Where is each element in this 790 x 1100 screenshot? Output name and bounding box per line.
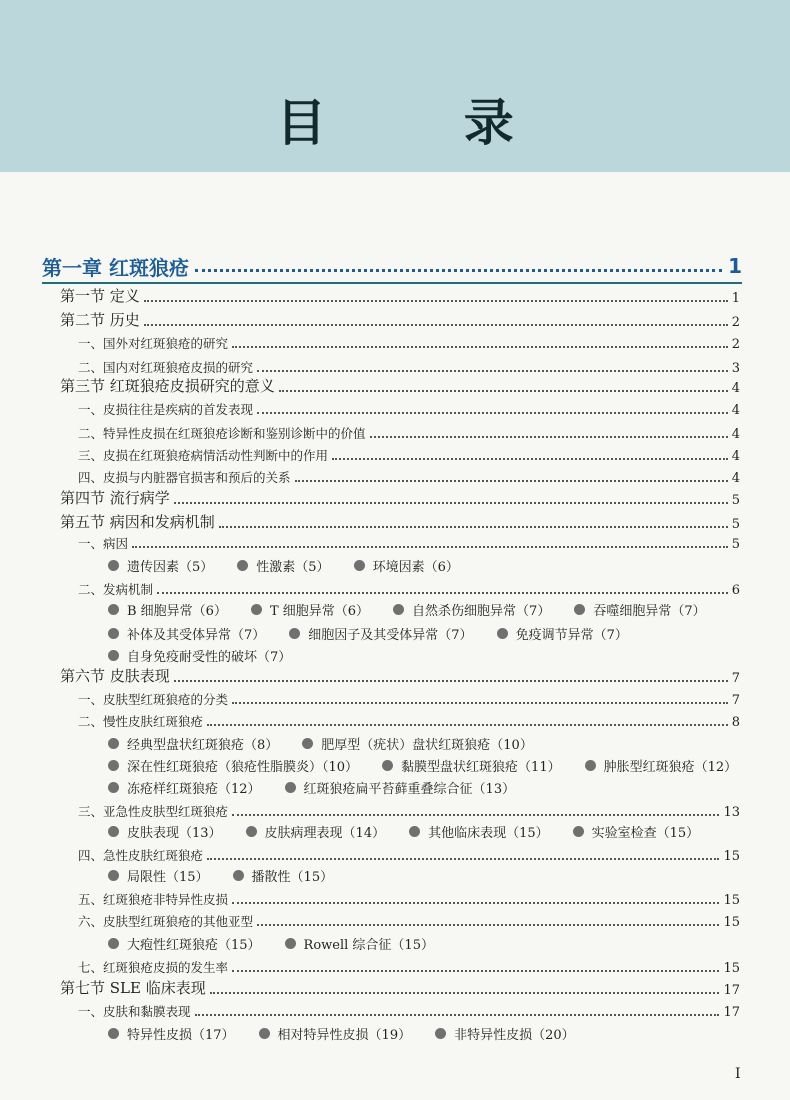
bullet-item[interactable]: [108, 646, 291, 665]
bullet-item[interactable]: [108, 556, 213, 575]
bullet-text: 肥厚型（疣状）盘状红斑狼疮（10）: [321, 738, 533, 753]
toc-entry[interactable]: [78, 356, 740, 376]
entry-label: 一、病因: [78, 536, 129, 551]
bullet-line: [108, 646, 748, 665]
bullet-text: 性激素（5）: [256, 560, 330, 575]
bullet-item[interactable]: [108, 624, 265, 643]
entry-page: 15: [723, 849, 740, 864]
bullet-dot-icon: [108, 782, 119, 793]
bullet-line: [108, 934, 748, 953]
bullet-text: 遗传因素（5）: [127, 560, 214, 575]
chapter-label: 第一章 红斑狼疮: [42, 255, 189, 280]
page-title: 目 录: [276, 94, 574, 152]
bullet-text: 局限性（15）: [127, 870, 209, 885]
bullet-item[interactable]: [246, 822, 386, 841]
bullet-dot-icon: [354, 560, 365, 571]
bullet-line: [108, 734, 748, 753]
toc-entry[interactable]: [78, 532, 740, 552]
bullet-text: 经典型盘状红斑狼疮（8）: [127, 738, 279, 753]
dot-leader: [232, 346, 728, 348]
bullet-item[interactable]: [289, 624, 472, 643]
entry-label: 一、国外对红斑狼疮的研究: [78, 336, 229, 351]
entry-page: 5: [731, 493, 740, 508]
bullet-line: [108, 822, 748, 841]
toc-entry[interactable]: [78, 1000, 740, 1020]
toc-entry[interactable]: [78, 688, 740, 708]
bullet-dot-icon: [108, 560, 119, 571]
toc-entry[interactable]: [60, 666, 740, 686]
entry-label: 三、皮损在红斑狼疮病情活动性判断中的作用: [78, 448, 329, 463]
bullet-dot-icon: [108, 760, 119, 771]
bullet-dot-icon: [108, 1028, 119, 1039]
bullet-item[interactable]: [237, 556, 329, 575]
entry-label: 二、特异性皮损在红斑狼疮诊断和鉴别诊断中的价值: [78, 426, 366, 441]
entry-page: 5: [731, 537, 740, 552]
toc-entry[interactable]: [60, 286, 740, 306]
bullet-line: [108, 756, 748, 775]
toc-entry[interactable]: [78, 844, 740, 864]
toc-entry[interactable]: [78, 398, 740, 418]
bullet-text: 环境因素（6）: [372, 560, 459, 575]
bullet-text: 相对特异性皮损（19）: [277, 1028, 412, 1043]
bullet-item[interactable]: [233, 866, 334, 885]
bullet-text: 补体及其受体异常（7）: [127, 628, 266, 643]
bullet-text: 免疫调节异常（7）: [515, 628, 628, 643]
entry-label: 四、皮损与内脏器官损害和预后的关系: [78, 470, 291, 485]
toc-entry[interactable]: [78, 888, 740, 908]
dot-leader: [144, 324, 728, 326]
dot-leader: [144, 300, 728, 302]
bullet-dot-icon: [108, 738, 119, 749]
dot-leader: [207, 858, 719, 860]
entry-page: 1: [731, 291, 740, 306]
bullet-dot-icon: [108, 870, 119, 881]
dot-leader: [210, 992, 720, 994]
bullet-item[interactable]: [108, 822, 222, 841]
entry-label: 五、红斑狼疮非特异性皮损: [78, 892, 229, 907]
bullet-line: [108, 556, 748, 575]
entry-page: 4: [731, 449, 740, 464]
entry-label: 二、慢性皮肤红斑狼疮: [78, 714, 204, 729]
bullet-item[interactable]: [108, 734, 278, 753]
bullet-item[interactable]: [409, 822, 549, 841]
entry-label: 第三节 红斑狼疮皮损研究的意义: [60, 377, 275, 395]
dot-leader: [174, 502, 728, 504]
bullet-item[interactable]: [354, 556, 459, 575]
dot-leader: [207, 724, 728, 726]
entry-page: 7: [731, 693, 740, 708]
dot-leader: [279, 390, 728, 392]
dot-leader: [232, 814, 719, 816]
entry-page: 13: [723, 805, 740, 820]
entry-page: 4: [731, 471, 740, 486]
title-banner: [0, 0, 790, 172]
bullet-dot-icon: [108, 826, 119, 837]
page-number: I: [735, 1066, 741, 1082]
entry-label: 六、皮肤型红斑狼疮的其他亚型: [78, 914, 254, 929]
entry-label: 一、皮损往往是疾病的首发表现: [78, 402, 254, 417]
dot-leader: [295, 480, 728, 482]
entry-page: 2: [731, 315, 740, 330]
toc-entry[interactable]: [60, 978, 740, 998]
toc-entry[interactable]: [78, 466, 740, 486]
toc-entry[interactable]: [78, 910, 740, 930]
bullet-text: 肿胀型红斑狼疮（12）: [603, 760, 738, 775]
dot-leader: [195, 1014, 720, 1016]
bullet-item[interactable]: [574, 600, 705, 619]
entry-label: 第四节 流行病学: [60, 489, 170, 507]
entry-page: 17: [723, 1005, 740, 1020]
bullet-dot-icon: [585, 760, 596, 771]
bullet-dot-icon: [108, 628, 119, 639]
entry-label: 第二节 历史: [60, 311, 140, 329]
bullet-dot-icon: [393, 604, 404, 615]
toc-entry[interactable]: [78, 710, 740, 730]
toc-entry[interactable]: [78, 422, 740, 442]
bullet-line: [108, 624, 748, 643]
toc-entry[interactable]: [78, 332, 740, 352]
bullet-item[interactable]: [108, 934, 261, 953]
dot-leader: [132, 546, 728, 548]
bullet-text: 特异性皮损（17）: [127, 1028, 235, 1043]
dot-leader: [257, 370, 728, 372]
entry-page: 4: [731, 403, 740, 418]
entry-page: 7: [731, 671, 740, 686]
bullet-line: [108, 1024, 748, 1043]
entry-label: 第六节 皮肤表现: [60, 667, 170, 685]
entry-label: 第一节 定义: [60, 287, 140, 305]
dot-leader: [232, 902, 719, 904]
bullet-dot-icon: [108, 650, 119, 661]
dot-leader: [232, 702, 728, 704]
toc-entry[interactable]: [78, 956, 740, 976]
bullet-dot-icon: [573, 826, 584, 837]
bullet-dot-icon: [108, 604, 119, 615]
entry-page: 15: [723, 915, 740, 930]
entry-label: 一、皮肤和黏膜表现: [78, 1004, 191, 1019]
toc-chapter-1[interactable]: [42, 250, 742, 284]
dot-leader: [332, 458, 728, 460]
dot-leader: [219, 526, 728, 528]
bullet-dot-icon: [497, 628, 508, 639]
chapter-page: 1: [728, 254, 742, 278]
bullet-item[interactable]: [251, 600, 369, 619]
bullet-item[interactable]: [108, 600, 227, 619]
bullet-text: 吞噬细胞异常（7）: [593, 604, 706, 619]
bullet-text: 皮肤病理表现（14）: [264, 826, 386, 841]
bullet-item[interactable]: [393, 600, 550, 619]
bullet-text: 皮肤表现（13）: [127, 826, 222, 841]
entry-label: 二、国内对红斑狼疮皮损的研究: [78, 360, 254, 375]
bullet-text: 自然杀伤细胞异常（7）: [412, 604, 551, 619]
bullet-line: [108, 866, 748, 885]
entry-page: 15: [723, 893, 740, 908]
bullet-text: 自身免疫耐受性的破坏（7）: [127, 650, 292, 665]
entry-page: 4: [731, 427, 740, 442]
bullet-text: 实验室检查（15）: [591, 826, 700, 841]
toc-entry[interactable]: [60, 512, 740, 532]
bullet-item[interactable]: [382, 756, 561, 775]
bullet-item[interactable]: [259, 1024, 412, 1043]
bullet-dot-icon: [574, 604, 585, 615]
bullet-item[interactable]: [108, 866, 209, 885]
bullet-item[interactable]: [108, 1024, 235, 1043]
bullet-text: Rowell 综合征（15）: [303, 938, 434, 953]
bullet-dot-icon: [302, 738, 313, 749]
bullet-dot-icon: [237, 560, 248, 571]
bullet-dot-icon: [409, 826, 420, 837]
toc-entry[interactable]: [78, 800, 740, 820]
bullet-dot-icon: [435, 1028, 446, 1039]
entry-label: 一、皮肤型红斑狼疮的分类: [78, 692, 229, 707]
bullet-dot-icon: [233, 870, 244, 881]
bullet-item[interactable]: [285, 934, 434, 953]
bullet-text: B 细胞异常（6）: [127, 604, 227, 619]
bullet-dot-icon: [289, 628, 300, 639]
entry-label: 二、发病机制: [78, 582, 154, 597]
toc-entry[interactable]: [78, 578, 740, 598]
bullet-item[interactable]: [108, 778, 261, 797]
bullet-item[interactable]: [302, 734, 533, 753]
entry-label: 三、亚急性皮肤型红斑狼疮: [78, 804, 229, 819]
bullet-text: 红斑狼疮扁平苔藓重叠综合征（13）: [303, 782, 516, 797]
bullet-line: [108, 778, 748, 797]
dot-leader: [257, 924, 719, 926]
bullet-text: T 细胞异常（6）: [269, 604, 370, 619]
bullet-text: 黏膜型盘状红斑狼疮（11）: [401, 760, 561, 775]
bullet-item[interactable]: [497, 624, 628, 643]
dot-leader: [195, 269, 722, 272]
entry-label: 第七节 SLE 临床表现: [60, 979, 206, 997]
bullet-dot-icon: [246, 826, 257, 837]
bullet-line: [108, 600, 748, 619]
entry-page: 2: [731, 337, 740, 352]
entry-page: 17: [723, 983, 740, 998]
toc-entry[interactable]: [60, 488, 740, 508]
bullet-text: 播散性（15）: [251, 870, 334, 885]
bullet-text: 其他临床表现（15）: [428, 826, 549, 841]
bullet-item[interactable]: [573, 822, 700, 841]
entry-page: 4: [731, 381, 740, 396]
entry-page: 6: [731, 583, 740, 598]
entry-label: 七、红斑狼疮皮损的发生率: [78, 960, 229, 975]
entry-label: 四、急性皮肤红斑狼疮: [78, 848, 204, 863]
bullet-text: 冻疮样红斑狼疮（12）: [127, 782, 261, 797]
bullet-item[interactable]: [435, 1024, 575, 1043]
bullet-item[interactable]: [585, 756, 738, 775]
bullet-dot-icon: [285, 782, 296, 793]
entry-page: 15: [723, 961, 740, 976]
bullet-text: 大疱性红斑狼疮（15）: [127, 938, 261, 953]
bullet-dot-icon: [382, 760, 393, 771]
bullet-dot-icon: [251, 604, 262, 615]
dot-leader: [370, 436, 728, 438]
bullet-text: 细胞因子及其受体异常（7）: [308, 628, 473, 643]
toc-entry[interactable]: [78, 444, 740, 464]
toc-entry[interactable]: [60, 376, 740, 396]
bullet-dot-icon: [285, 938, 296, 949]
bullet-dot-icon: [108, 938, 119, 949]
bullet-item[interactable]: [285, 778, 516, 797]
dot-leader: [257, 412, 728, 414]
entry-label: 第五节 病因和发病机制: [60, 513, 215, 531]
bullet-dot-icon: [259, 1028, 270, 1039]
dot-leader: [174, 680, 728, 682]
bullet-text: 非特异性皮损（20）: [454, 1028, 575, 1043]
entry-page: 5: [731, 517, 740, 532]
bullet-text: 深在性红斑狼疮（狼疮性脂膜炎）（10）: [127, 760, 359, 775]
toc-entry[interactable]: [60, 310, 740, 330]
entry-page: 3: [731, 361, 740, 376]
dot-leader: [157, 592, 728, 594]
entry-page: 8: [731, 715, 740, 730]
dot-leader: [232, 970, 719, 972]
bullet-item[interactable]: [108, 756, 358, 775]
